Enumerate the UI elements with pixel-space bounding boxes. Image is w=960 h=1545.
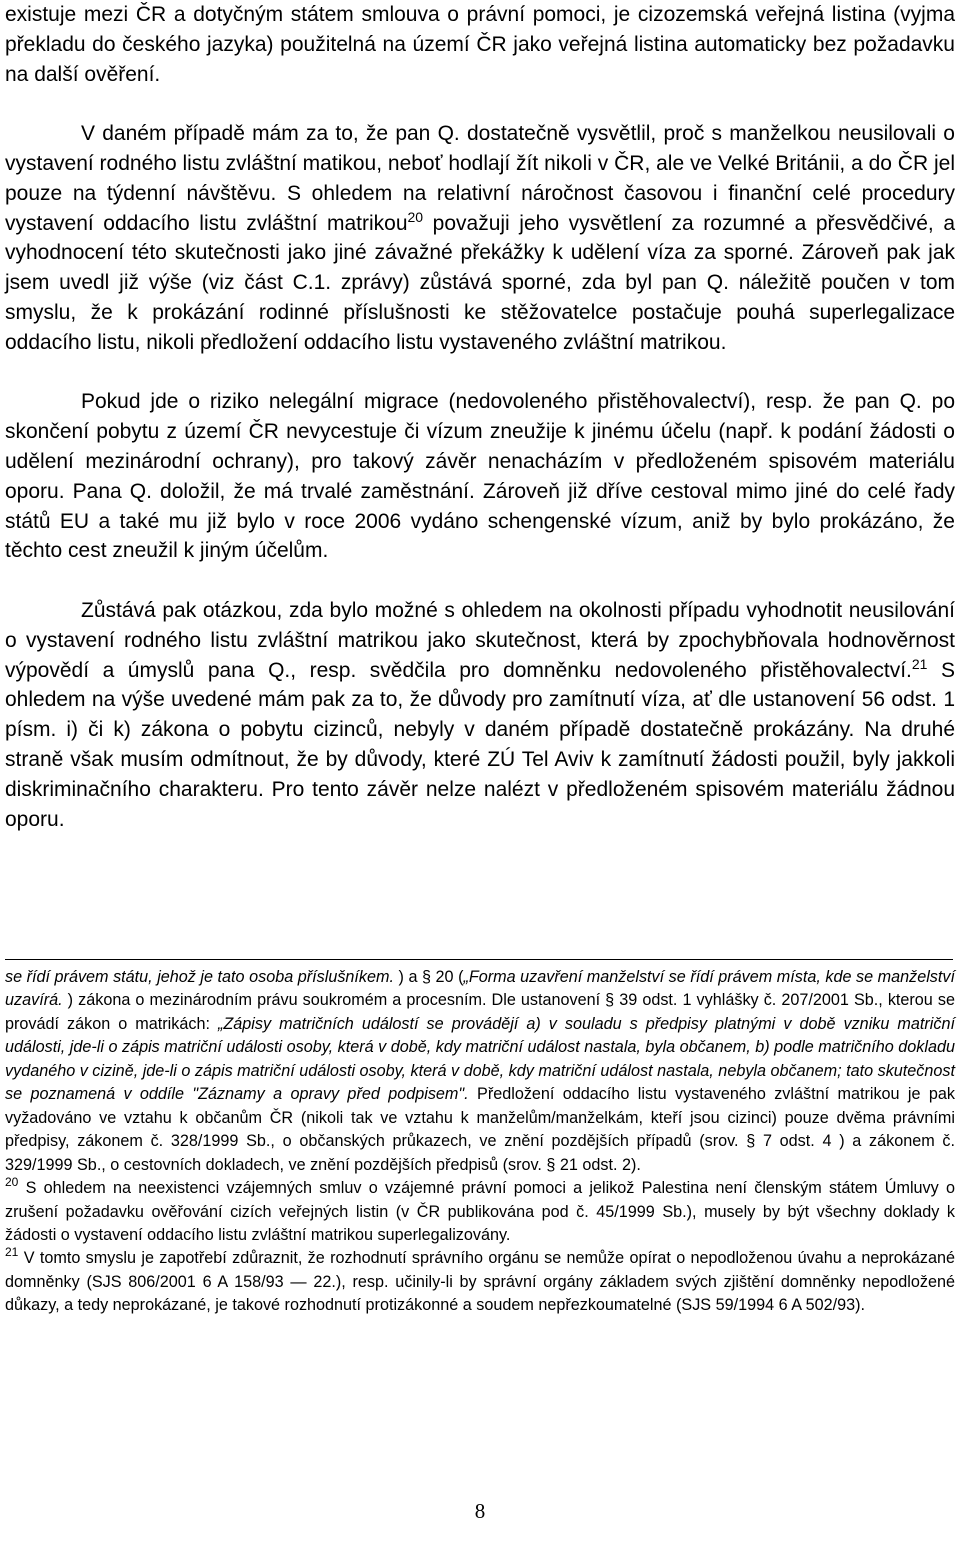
footnote-20 bbox=[5, 1177, 955, 1247]
footnote-21-number: 21 bbox=[5, 1245, 19, 1260]
footnote-21 bbox=[5, 1247, 955, 1317]
footnote-21-text: V tomto smyslu je zapotřebí zdůraznit, že rozhodnutí správního orgánu se nemůže opírat o nepodloženou úvahu a neprokázané domněnky (SJS 806/2001 6 A 158/93 — 22.), resp. učinily-li by správní orgány základem svých zjištění domněnky nepodložené důkazy, a tedy neprokázané, je takové rozhodnutí protizákonné a soudem nepřezkoumatelné (SJS 59/1994 6 A 502/93). bbox=[5, 1249, 955, 1315]
footnote-ref-20: 20 bbox=[407, 208, 424, 225]
footnote-ref-21: 21 bbox=[911, 655, 928, 672]
paragraph-2-text-a: V daném případě mám za to, že pan Q. dostatečně vysvětlil, proč s manželkou neusilovali o vystavení rodného listu zvláštní matikou, neboť hodlají žít nikoli v ČR, ale ve Velké Británii, a do ČR jel pouze na týdenní návštěvu. S ohledem na relativní náročnost časovou i finanční celé procedury vystavení oddacího listu zvláštní matrikou bbox=[5, 122, 955, 235]
main-text bbox=[5, 0, 955, 834]
footnote-continuation bbox=[5, 966, 955, 1177]
paragraph-3: Pokud jde o riziko nelegální migrace (nedovoleného přistěhovalectví), resp. že pan Q. po skončení pobytu z území ČR nevycestuje či vízum zneužije k jinému účelu (např. k podání žádosti o udělení mezinárodní ochrany), pro takový závěr nenacházím v předloženém spisovém materiálu oporu. Pana Q. doložil, že má trvalé zaměstnání. Zároveň již dříve cestoval mimo jiné do celé řady států EU a také mu již bylo v roce 2006 vydáno schengenské vízum, aniž by bylo prokázáno, že těchto cest zneužil k jiným účelům. bbox=[5, 390, 955, 563]
paragraph-2-text-b: považuji jeho vysvětlení za rozumné a přesvědčivé, a vyhodnocení této skutečnosti jako jiné závažné překážky k udělení víza za sporné. Zároveň pak jak jsem uvedl již výše (viz část C.1. zprávy) zůstává sporné, zda byl pan Q. náležitě poučen v tom smyslu, že k prokázání rodinné příslušnosti ke stěžovatelce postačuje pouhá superlegalizace oddacího listu, nikoli předložení oddacího listu vystaveného zvláštní matrikou. bbox=[5, 211, 956, 354]
footnote-cont-text-6: Předložení oddacího listu vystaveného zvláštní matrikou je pak vyžadováno ve vztahu k občanům ČR (nikoli tak ve vztahu k manželům/manželkám, kteří jsou cizinci) pouze dvěma právními předpisy, zákonem č. 328/1999 Sb., o občanských průkazech, ve znění pozdějších případů (srov. § 7 odst. 4 ) a zákonem č. 329/1999 Sb., o cestovních dokladech, ve znění pozdějších předpisů (srov. § 21 odst. 2). bbox=[5, 1085, 955, 1174]
footnote-cont-italic-3: „Forma uzavření manželství se řídí právem místa, kde se manželství uzavírá. bbox=[5, 968, 955, 1010]
page-number: 8 bbox=[474, 1499, 486, 1523]
paragraph-4-text-b: S ohledem na výše uvedené mám pak za to, že důvody pro zamítnutí víza, ať dle ustanovení 56 odst. 1 písm. i) či k) zákona o pobytu cizinců, nebyly v daném případě dostatečně prokázány. Na druhé straně však musím odmítnout, že by důvody, které ZÚ Tel Aviv k zamítnutí žádosti použil, byly jakkoli diskriminačního charakteru. Pro tento závěr nelze nalézt v předloženém spisovém materiálu žádnou oporu. bbox=[5, 658, 956, 831]
footnote-cont-italic-5: „Zápisy matričních událostí se provádějí a) v souladu s předpisy platnými v době vzniku matriční události, jde-li o zápis matriční události osoby, která v době, kdy matriční událost nastala, byla občanem, b) podle matričního dokladu vydaného v cizině, jde-li o zápis matriční události osoby, která v době, kdy matriční událost nastala, nebyla občanem; tato skutečnost se poznamená v oddíle "Záznamy a opravy před podpisem". bbox=[5, 1014, 955, 1104]
footnote-cont-italic-1: se řídí právem státu, jehož je tato osoba příslušníkem. bbox=[5, 968, 394, 986]
footnotes bbox=[5, 966, 955, 1318]
footnote-separator bbox=[5, 959, 953, 960]
footnote-cont-text-4: ) zákona o mezinárodním právu soukromém a procesním. Dle ustanovení § 39 odst. 1 vyhlášky č. 207/2001 Sb., kterou se provádí zákon o matrikách: bbox=[5, 991, 955, 1033]
paragraph-4-text-a: Zůstává pak otázkou, zda bylo možné s ohledem na okolnosti případu vyhodnotit neusilování o vystavení rodného listu zvláštní matrikou jako skutečnost, která by zpochybňovala hodnověrnost výpovědí a úmyslů pana Q., resp. svědčila pro domněnku nedovoleného přistěhovalectví. bbox=[5, 598, 955, 682]
paragraph-1: existuje mezi ČR a dotyčným státem smlouva o právní pomoci, je cizozemská veřejná listina (vyjma překladu do českého jazyka) použitelná na území ČR jako veřejná listina automaticky bez požadavku na další ověření. bbox=[5, 3, 955, 86]
footnote-cont-text-2: ) a § 20 ( bbox=[394, 968, 464, 986]
paragraph-4 bbox=[5, 596, 955, 834]
paragraph-2 bbox=[5, 119, 955, 357]
footnote-20-number: 20 bbox=[5, 1175, 19, 1190]
footnote-20-text: S ohledem na neexistenci vzájemných smluv o vzájemné právní pomoci a jelikož Palestina není členským státem Úmluvy o zrušení požadavku ověřování cizích veřejných listin (v ČR publikována pod č. 45/1999 Sb.), musely by být všechny doklady k žádosti o vystavení oddacího listu zvláštní matrikou superlegalizovány. bbox=[5, 1179, 955, 1244]
